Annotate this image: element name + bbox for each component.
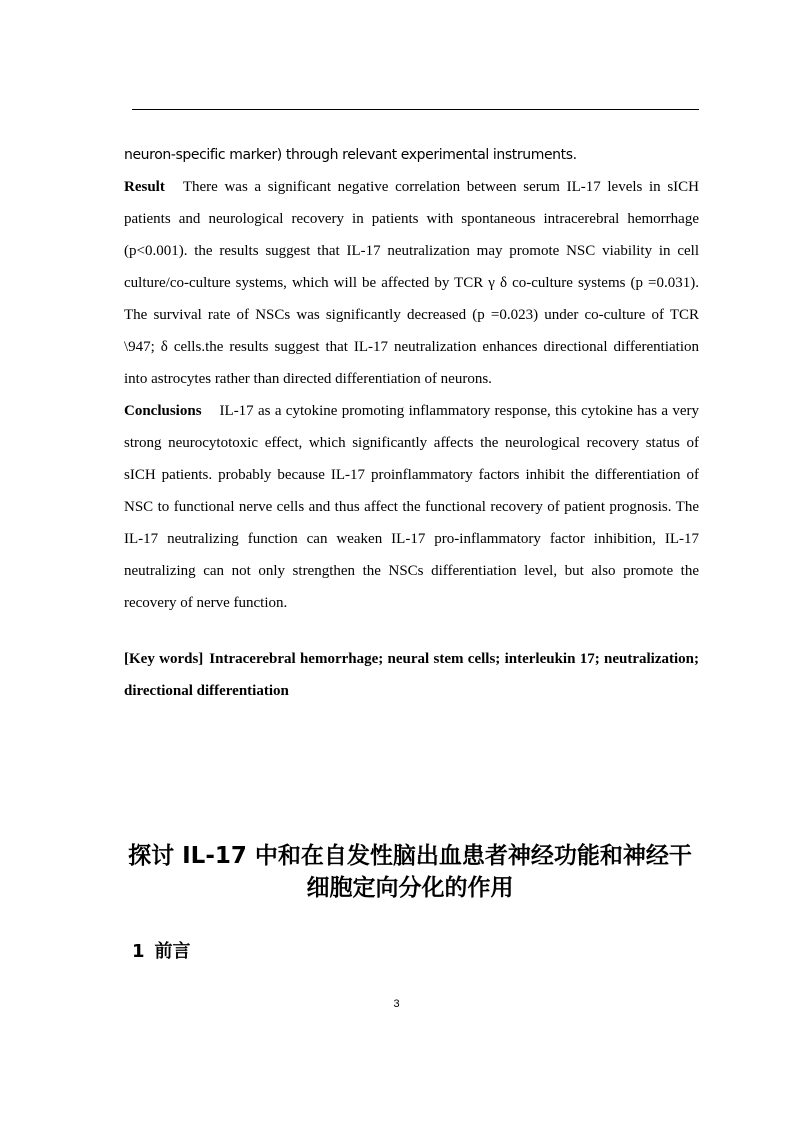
section-title: 前言 [154, 941, 191, 962]
section-heading [132, 937, 191, 963]
conclusions-paragraph [124, 395, 699, 619]
chinese-title [110, 840, 710, 904]
chinese-title-line-1: 探讨 IL-17 中和在自发性脑出血患者神经功能和神经干 [128, 843, 692, 869]
section-number: 1 [132, 941, 145, 962]
conclusions-label: Conclusions [124, 403, 202, 419]
header-rule [132, 109, 699, 110]
result-label: Result [124, 179, 165, 195]
abstract-body [124, 139, 699, 707]
result-text: There was a significant negative correlation between serum IL-17 levels in sICH patients and neurological recovery in patients with spontaneous intracerebral hemorrhage (p<0.001). the results suggest that IL-17 neutralization may promote NSC viability in cell culture/co-culture systems, which will be affected by TCR γ δ co-culture systems (p =0.031). The survival rate of NSCs was significantly decreased (p =0.023) under co-culture of TCR \947; δ cells.the results suggest that IL-17 neutralization enhances directional differentiation into astrocytes rather than directed differentiation of neurons. [124, 179, 699, 387]
keywords-label: [Key words] [124, 651, 204, 667]
result-paragraph [124, 171, 699, 395]
chinese-title-line-2: 细胞定向分化的作用 [306, 875, 514, 901]
method-tail-text: neuron-specific marker) through relevant experimental instruments. [124, 147, 577, 163]
keywords-paragraph [124, 643, 699, 707]
keywords-text: Intracerebral hemorrhage; neural stem cells; interleukin 17; neutralization; directional differentiation [124, 651, 699, 699]
conclusions-text: IL-17 as a cytokine promoting inflammatory response, this cytokine has a very strong neurocytotoxic effect, which significantly affects the neurological recovery status of sICH patients. probably because IL-17 proinflammatory factors inhibit the differentiation of NSC to functional nerve cells and thus affect the functional recovery of patient prognosis. The IL-17 neutralizing function can weaken IL-17 pro-inflammatory factor inhibition, IL-17 neutralizing can not only strengthen the NSCs differentiation level, but also promote the recovery of nerve function. [124, 403, 699, 611]
page-number: 3 [393, 998, 400, 1010]
